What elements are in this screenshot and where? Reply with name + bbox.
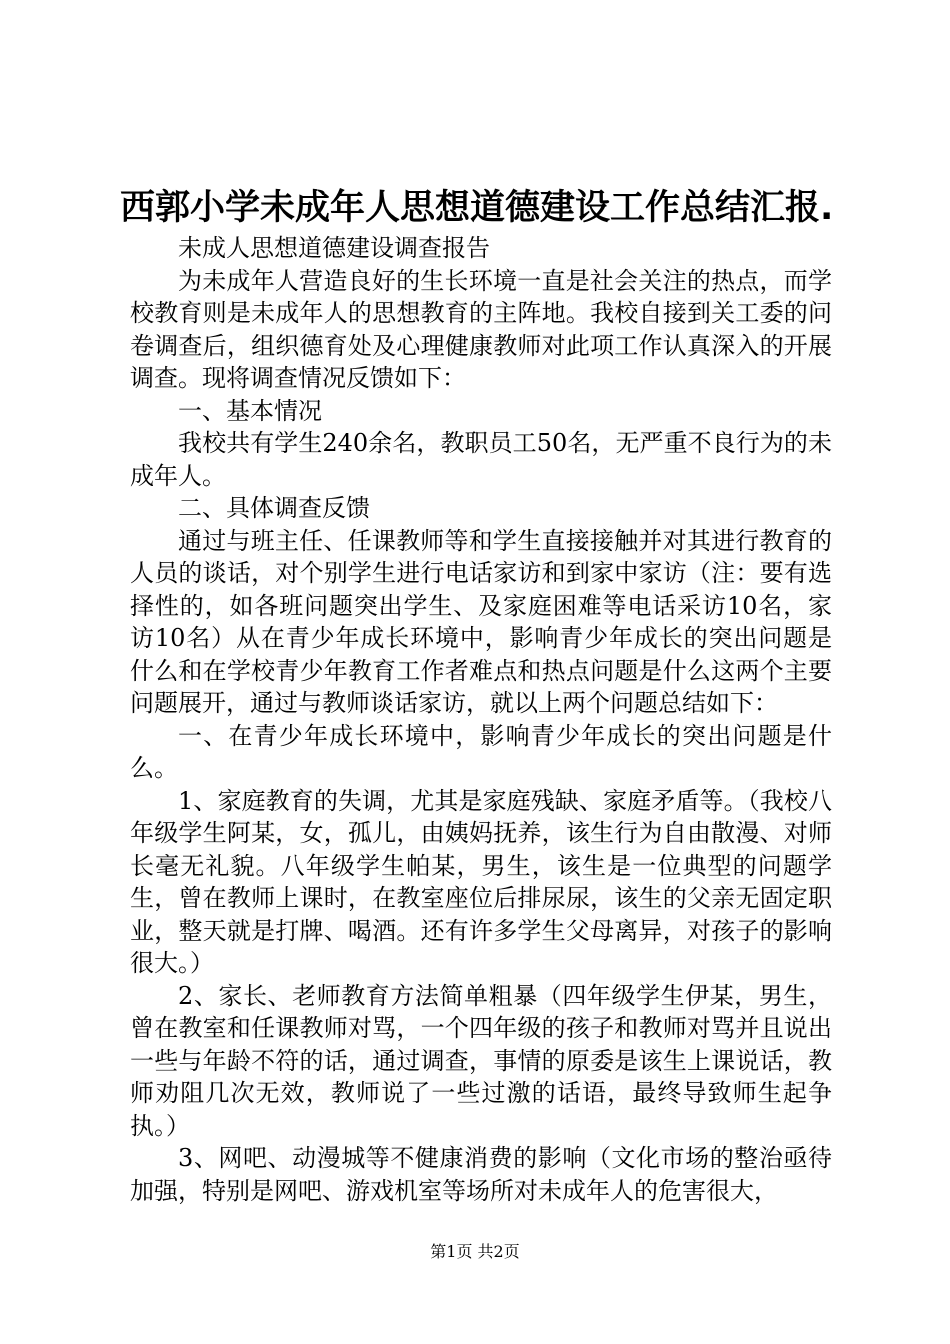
document-title: 西郭小学未成年人思想道德建设工作总结汇报. <box>120 188 834 228</box>
document-body <box>130 232 832 1207</box>
paragraph-basic-situation: 我校共有学生240余名，教职员工50名，无严重不良行为的未成年人。 <box>130 429 832 490</box>
paragraph-issue-internet-cafes: 3、网吧、动漫城等不健康消费的影响（文化市场的整治亟待加强，特别是网吧、游戏机室等场所对未成年人的危害很大， <box>130 1144 832 1205</box>
paragraph-report-heading: 未成人思想道德建设调查报告 <box>178 234 490 262</box>
section-heading-basic-situation: 一、基本情况 <box>178 396 322 425</box>
subsection-heading-prominent-issues: 一、在青少年成长环境中，影响青少年成长的突出问题是什么。 <box>130 721 832 782</box>
paragraph-introduction: 为未成年人营造良好的生长环境一直是社会关注的热点，而学校教育则是未成年人的思想教育的主阵地。我校自接到关工委的问卷调查后，组织德育处及心理健康教师对此项工作认真深入的开展调查。现将调查情况反馈如下： <box>130 266 832 392</box>
paragraph-issue-education-methods: 2、家长、老师教育方法简单粗暴（四年级学生伊某，男生，曾在教室和任课教师对骂，一个四年级的孩子和教师对骂并且说出一些与年龄不符的话，通过调查，事情的原委是该生上课说话，教师劝阻几次无效，教师说了一些过激的话语，最终导致师生起争执。） <box>130 981 832 1140</box>
section-heading-survey-feedback: 二、具体调查反馈 <box>178 494 370 522</box>
paragraph-issue-family: 1、家庭教育的失调，尤其是家庭残缺、家庭矛盾等。（我校八年级学生阿某，女，孤儿，由姨妈抚养，该生行为自由散漫、对师长毫无礼貌。八年级学生帕某，男生，该生是一位典型的问题学生，曾在教师上课时，在教室座位后排尿尿，该生的父亲无固定职业，整天就是打牌、喝酒。还有许多学生父母离异，对孩子的影响很大。） <box>130 786 832 977</box>
page-footer: 第1页 共2页 <box>430 1242 520 1261</box>
paragraph-survey-feedback: 通过与班主任、任课教师等和学生直接接触并对其进行教育的人员的谈话，对个别学生进行电话家访和到家中家访（注：要有选择性的，如各班问题突出学生、及家庭困难等电话采访10名，家访10名）从在青少年成长环境中，影响青少年成长的突出问题是什么和在学校青少年教育工作者难点和热点问题是什么这两个主要问题展开，通过与教师谈话家访，就以上两个问题总结如下： <box>130 526 832 717</box>
